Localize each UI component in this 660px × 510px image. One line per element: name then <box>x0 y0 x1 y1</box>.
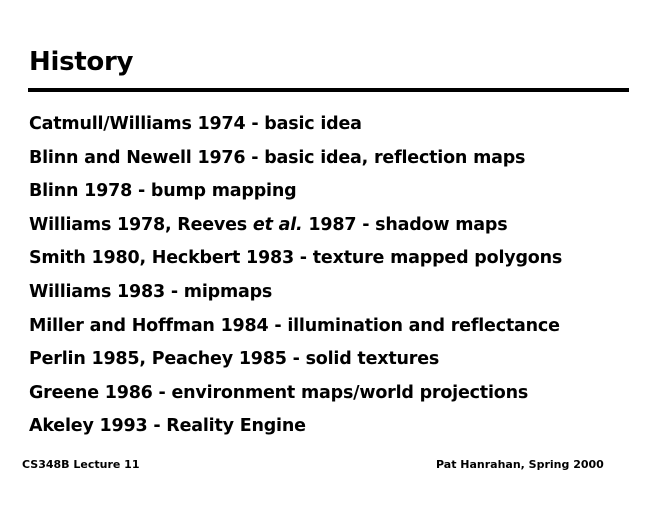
history-item <box>29 310 562 344</box>
history-item-text: Miller and Hoffman 1984 - illumination and reflectance <box>29 315 560 336</box>
history-item <box>29 343 562 377</box>
history-item-italic-text: et al. <box>252 214 303 235</box>
history-item <box>29 108 562 142</box>
history-item <box>29 377 562 411</box>
footer-author: Pat Hanrahan, Spring 2000 <box>436 458 604 471</box>
history-item-text: Blinn and Newell 1976 - basic idea, reflection maps <box>29 147 526 168</box>
title-divider <box>28 88 629 92</box>
history-item <box>29 410 562 444</box>
history-item-text: Catmull/Williams 1974 - basic idea <box>29 114 362 134</box>
footer-course: CS348B Lecture 11 <box>22 458 140 471</box>
history-item-text: Smith 1980, Heckbert 1983 - texture mapped polygons <box>29 248 563 269</box>
history-item <box>29 175 562 209</box>
slide-title: History <box>29 47 134 77</box>
history-item-text: Perlin 1985, Peachey 1985 - solid textures <box>29 349 440 370</box>
history-item-text: Blinn 1978 - bump mapping <box>29 181 297 202</box>
history-item <box>29 209 562 243</box>
history-item-text: 1987 - shadow maps <box>302 214 508 235</box>
history-item-text: Greene 1986 - environment maps/world projections <box>29 382 529 403</box>
history-list <box>29 108 562 444</box>
history-item-text: Williams 1978, Reeves <box>29 214 253 235</box>
history-item-text: Williams 1983 - mipmaps <box>29 281 273 302</box>
history-item <box>29 242 562 276</box>
history-item-text: Akeley 1993 - Reality Engine <box>29 416 306 437</box>
history-item <box>29 276 562 310</box>
history-item <box>29 142 562 176</box>
